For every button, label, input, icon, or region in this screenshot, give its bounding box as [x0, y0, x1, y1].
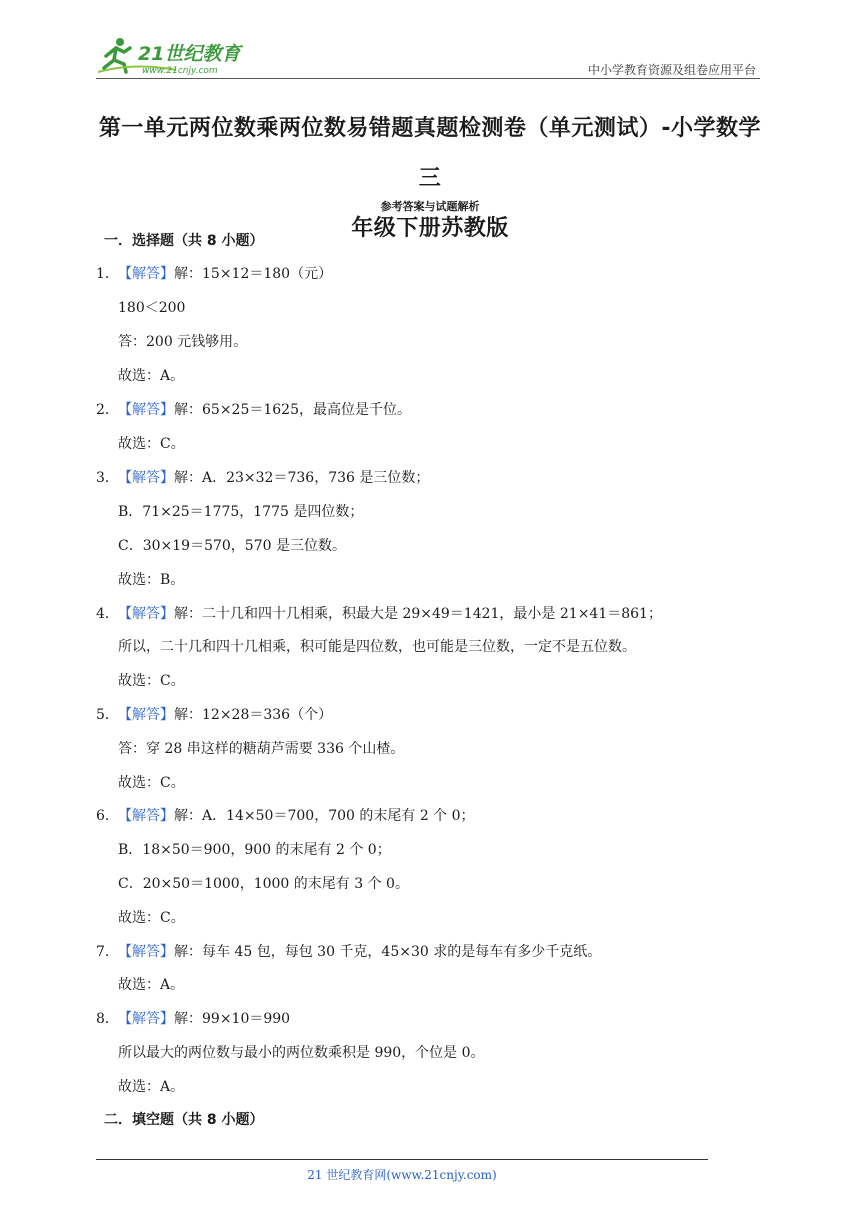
- answer-line: 答：穿 28 串这样的糖葫芦需要 336 个山楂。: [118, 741, 405, 757]
- answer-tag: 【解答】: [118, 266, 174, 282]
- question-5: [96, 706, 332, 724]
- platform-name: 中小学教育资源及组卷应用平台: [587, 63, 756, 77]
- answer-tag: 【解答】: [118, 402, 174, 418]
- answer-line: 所以最大的两位数与最小的两位数乘积是 990，个位是 0。: [118, 1045, 485, 1061]
- answer-text: 解：A．14×50＝700，700 的末尾有 2 个 0；: [174, 808, 475, 824]
- answer-choice: 故选：B。: [118, 572, 185, 588]
- answer-line: C．30×19＝570，570 是三位数。: [118, 538, 346, 554]
- answer-tag: 【解答】: [118, 808, 174, 824]
- answer-choice: 故选：C。: [118, 775, 185, 791]
- answer-choice: 故选：A。: [118, 977, 185, 993]
- question-2: [96, 401, 411, 419]
- answer-subtitle: 参考答案与试题解析: [380, 200, 480, 213]
- svg-text:21世纪教育: 21世纪教育: [138, 43, 241, 65]
- answer-line: B．18×50＝900，900 的末尾有 2 个 0；: [118, 842, 391, 858]
- svg-text:www.21cnjy.com: www.21cnjy.com: [142, 66, 218, 76]
- answer-text: 解：15×12＝180（元）: [174, 266, 333, 282]
- question-6: [96, 807, 475, 825]
- answer-line: 180＜200: [118, 300, 186, 316]
- question-8: [96, 1010, 290, 1028]
- answer-text: 解：每车 45 包，每包 30 千克，45×30 求的是每车有多少千克纸。: [174, 944, 602, 960]
- footer-link[interactable]: 21 世纪教育网(www.21cnjy.com): [307, 1168, 497, 1182]
- question-number: 3．: [96, 470, 119, 486]
- section-heading-fill: 二．填空题（共 8 小题）: [104, 1112, 264, 1128]
- answer-text: 解：A．23×32＝736，736 是三位数；: [174, 470, 430, 486]
- footer-divider: [96, 1159, 708, 1160]
- question-number: 4．: [96, 606, 119, 622]
- title-line-1: 第一单元两位数乘两位数易错题真题检测卷（单元测试）-小学数学三: [98, 116, 762, 191]
- question-number: 1．: [96, 266, 119, 282]
- question-number: 6．: [96, 808, 119, 824]
- question-7: [96, 943, 601, 961]
- answer-choice: 故选：A。: [118, 368, 185, 384]
- answer-line: C．20×50＝1000，1000 的末尾有 3 个 0。: [118, 876, 409, 892]
- section-heading-choice: 一．选择题（共 8 小题）: [104, 233, 264, 249]
- question-1: [96, 265, 332, 283]
- answer-choice: 故选：C。: [118, 673, 185, 689]
- answer-text: 解：12×28＝336（个）: [174, 707, 333, 723]
- answer-line: 答：200 元钱够用。: [118, 334, 248, 350]
- question-4: [96, 605, 662, 623]
- question-number: 2．: [96, 402, 119, 418]
- header-divider: [96, 78, 760, 79]
- question-number: 8．: [96, 1011, 119, 1027]
- title-line-2: 年级下册苏教版: [351, 216, 509, 241]
- question-number: 5．: [96, 707, 119, 723]
- answer-line: B．71×25＝1775，1775 是四位数；: [118, 504, 364, 520]
- question-3: [96, 469, 429, 487]
- answer-choice: 故选：A。: [118, 1079, 185, 1095]
- logo: [96, 36, 266, 76]
- answer-text: 解：二十几和四十几相乘，积最大是 29×49＝1421，最小是 21×41＝861；: [174, 606, 662, 622]
- answer-tag: 【解答】: [118, 470, 174, 486]
- answer-tag: 【解答】: [118, 606, 174, 622]
- page-header: [96, 30, 760, 80]
- answer-choice: 故选：C。: [118, 910, 185, 926]
- answer-text: 解：65×25＝1625，最高位是千位。: [174, 402, 411, 418]
- question-number: 7．: [96, 944, 119, 960]
- answer-line: 所以，二十几和四十几相乘，积可能是四位数，也可能是三位数，一定不是五位数。: [118, 639, 636, 655]
- answer-tag: 【解答】: [118, 944, 174, 960]
- answer-tag: 【解答】: [118, 1011, 174, 1027]
- answer-text: 解：99×10＝990: [174, 1011, 291, 1027]
- answer-choice: 故选：C。: [118, 436, 185, 452]
- answer-tag: 【解答】: [118, 707, 174, 723]
